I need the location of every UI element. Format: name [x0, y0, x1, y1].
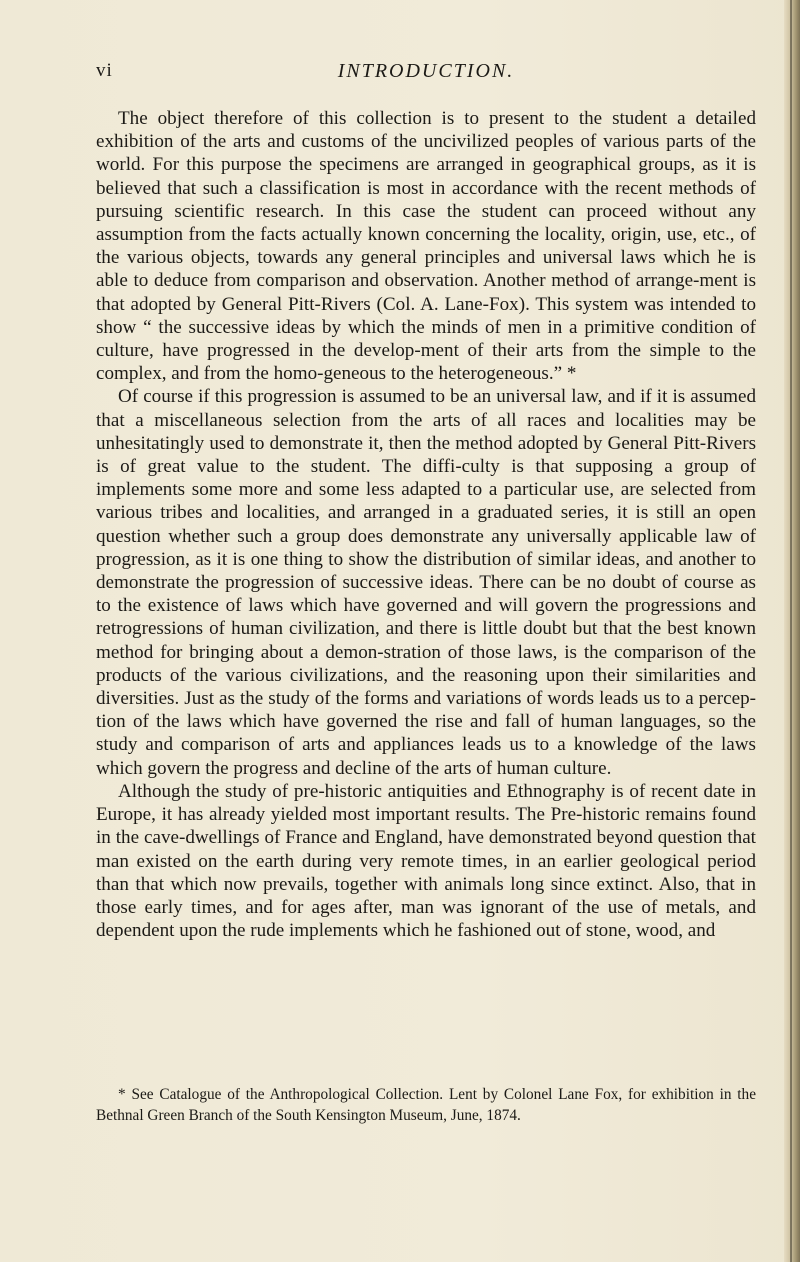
page-number: vi: [96, 60, 113, 81]
footnote: [96, 1085, 756, 1126]
paragraph: The object therefore of this collection is to present to the student a detailed exhibition of the arts and customs of the uncivilized peoples of various parts of the world. For this purpose the specimens are arranged in geographical groups, as it is believed that such a classification is most in accordance with the recent methods of pursuing scientific research. In this case the student can proceed without any assumption from the facts actually known concerning the locality, origin, use, etc., of the various objects, towards any general principles and universal laws which he is able to deduce from comparison and observation. Another method of arrange-ment is that adopted by General Pitt-Rivers (Col. A. Lane-Fox). This system was intended to show “ the successive ideas by which the minds of men in a primitive condition of culture, have progressed in the develop-ment of their arts from the simple to the complex, and from the homo-geneous to the heterogeneous.” *: [96, 108, 756, 385]
page-edge-shadow: [790, 0, 792, 1262]
page-header: [96, 60, 756, 86]
page-edge: [784, 0, 800, 1262]
body-text: [96, 107, 756, 942]
footnote-text: * See Catalogue of the Anthropological Collection. Lent by Colonel Lane Fox, for exhibition in the Bethnal Green Branch of the South Kensington Museum, June, 1874.: [96, 1086, 756, 1124]
running-title: INTRODUCTION.: [337, 60, 515, 82]
paragraph: Of course if this progression is assumed to be an universal law, and if it is assumed that a miscellaneous selection from the arts of all races and localities may be unhesitatingly used to demonstrate it, then the method adopted by General Pitt-Rivers is of great value to the student. The diffi-culty is that supposing a group of implements some more and some less adapted to a particular use, are selected from various tribes and localities, and arranged in a graduated series, it is still an open question whether such a group does demonstrate any universally applicable law of progression, as it is one thing to show the distribution of similar ideas, and another to demonstrate the progression of successive ideas. There can be no doubt of course as to the existence of laws which have governed and will govern the progressions and retrogressions of human civilization, and there is little doubt but that the best known method for bringing about a demon-stration of those laws, is the comparison of the products of the various civilizations, and the reasoning upon their similarities and diversities. Just as the study of the forms and variations of words leads us to a percep-tion of the laws which have governed the rise and fall of human languages, so the study and comparison of arts and appliances leads us to a knowledge of the laws which govern the progress and decline of the arts of human culture.: [96, 386, 756, 779]
paragraph: Although the study of pre-historic antiquities and Ethnography is of recent date in Europe, it has already yielded most important results. The Pre-historic remains found in the cave-dwellings of France and England, have demonstrated beyond question that man existed on the earth during very remote times, in an earlier geological period than that which now prevails, together with animals long since extinct. Also, that in those early times, and for ages after, man was ignorant of the use of metals, and dependent upon the rude implements which he fashioned out of stone, wood, and: [96, 780, 756, 942]
